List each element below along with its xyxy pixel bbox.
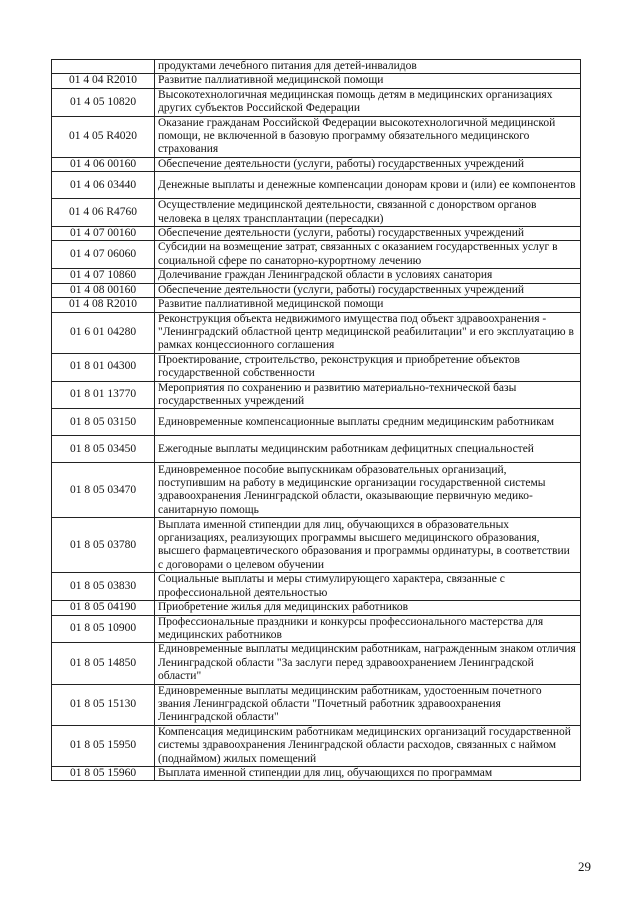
row-name-cell: Денежные выплаты и денежные компенсации донорам крови и (или) ее компонентов <box>155 172 581 199</box>
row-code-cell: 01 8 05 15960 <box>52 767 155 781</box>
row-code-cell: 01 8 05 14850 <box>52 643 155 684</box>
row-code-cell: 01 8 05 03470 <box>52 463 155 518</box>
row-code-cell: 01 4 05 R4020 <box>52 116 155 157</box>
row-name-cell: Единовременные выплаты медицинским работникам, награжденным знаком отличия Ленинградской области "За заслуги перед здравоохранением Ленинградской области" <box>155 643 581 684</box>
table-row <box>52 436 581 463</box>
table-row <box>52 463 581 518</box>
table-row <box>52 199 581 227</box>
row-name-cell: Проектирование, строительство, реконструкция и приобретение объектов государственной собственности <box>155 353 581 381</box>
row-code-cell: 01 4 06 R4760 <box>52 199 155 227</box>
table-row <box>52 283 581 297</box>
row-code-cell: 01 8 05 15950 <box>52 725 155 766</box>
budget-classification-table <box>51 59 581 781</box>
row-code-cell: 01 8 05 04190 <box>52 601 155 615</box>
row-name-cell: Обеспечение деятельности (услуги, работы) государственных учреждений <box>155 227 581 241</box>
row-name-cell: Единовременные компенсационные выплаты средним медицинским работникам <box>155 409 581 436</box>
row-name-cell: Долечивание граждан Ленинградской области в условиях санатория <box>155 269 581 283</box>
row-name-cell: Профессиональные праздники и конкурсы профессионального мастерства для медицинских работников <box>155 615 581 643</box>
row-code-cell: 01 4 05 10820 <box>52 88 155 116</box>
table-row <box>52 157 581 171</box>
row-name-cell: Приобретение жилья для медицинских работников <box>155 601 581 615</box>
row-code-cell: 01 4 06 00160 <box>52 157 155 171</box>
row-code-cell: 01 4 04 R2010 <box>52 74 155 88</box>
table-row <box>52 312 581 353</box>
table-row <box>52 601 581 615</box>
row-name-cell: Выплата именной стипендии для лиц, обучающихся в образовательных организациях, реализующих программы высшего медицинского образования, высшего фармацевтического образования и программы ординатуры, в соответствии с договорами о целевом обучении <box>155 518 581 573</box>
table-row <box>52 353 581 381</box>
row-name-cell: Развитие паллиативной медицинской помощи <box>155 74 581 88</box>
row-name-cell: Выплата именной стипендии для лиц, обучающихся по программам <box>155 767 581 781</box>
table-row <box>52 241 581 269</box>
row-name-cell: Социальные выплаты и меры стимулирующего характера, связанные с профессиональной деятельностью <box>155 573 581 601</box>
row-code-cell: 01 4 06 03440 <box>52 172 155 199</box>
row-code-cell: 01 8 01 04300 <box>52 353 155 381</box>
table-row <box>52 60 581 74</box>
table-row <box>52 74 581 88</box>
row-code-cell: 01 4 08 R2010 <box>52 298 155 312</box>
row-name-cell: Высокотехнологичная медицинская помощь детям в медицинских организациях других субъектов Российской Федерации <box>155 88 581 116</box>
row-code-cell: 01 4 07 00160 <box>52 227 155 241</box>
row-code-cell: 01 8 05 15130 <box>52 684 155 725</box>
row-code-cell: 01 8 01 13770 <box>52 381 155 409</box>
table-row <box>52 615 581 643</box>
table-row <box>52 88 581 116</box>
table-row <box>52 269 581 283</box>
row-name-cell: Мероприятия по сохранению и развитию материально-технической базы государственных учреждений <box>155 381 581 409</box>
table-row <box>52 725 581 766</box>
row-code-cell: 01 8 05 03450 <box>52 436 155 463</box>
row-name-cell: продуктами лечебного питания для детей-инвалидов <box>155 60 581 74</box>
row-name-cell: Компенсация медицинским работникам медицинских организаций государственной системы здравоохранения Ленинградской области расходов, связанных с наймом (поднаймом) жилых помещений <box>155 725 581 766</box>
row-name-cell: Единовременное пособие выпускникам образовательных организаций, поступившим на работу в медицинские организации государственной системы здравоохранения Ленинградской области, оказывающие первичную медико-санитарную помощь <box>155 463 581 518</box>
row-name-cell: Реконструкция объекта недвижимого имущества под объект здравоохранения - "Ленинградский областной центр медицинской реабилитации" и его эксплуатацию в рамках концессионного соглашения <box>155 312 581 353</box>
table-row <box>52 381 581 409</box>
row-code-cell: 01 6 01 04280 <box>52 312 155 353</box>
table-row <box>52 409 581 436</box>
row-code-cell: 01 8 05 03780 <box>52 518 155 573</box>
row-code-cell: 01 4 07 06060 <box>52 241 155 269</box>
table-row <box>52 643 581 684</box>
table-row <box>52 116 581 157</box>
table-row <box>52 172 581 199</box>
row-code-cell: 01 8 05 03830 <box>52 573 155 601</box>
row-name-cell: Развитие паллиативной медицинской помощи <box>155 298 581 312</box>
row-code-cell: 01 4 07 10860 <box>52 269 155 283</box>
table-row <box>52 573 581 601</box>
row-code-cell: 01 4 08 00160 <box>52 283 155 297</box>
table-row <box>52 684 581 725</box>
row-name-cell: Единовременные выплаты медицинским работникам, удостоенным почетного звания Ленинградской области "Почетный работник здравоохранения Ленинградской области" <box>155 684 581 725</box>
page-number: 29 <box>578 859 591 874</box>
row-code-cell: 01 8 05 03150 <box>52 409 155 436</box>
row-name-cell: Обеспечение деятельности (услуги, работы) государственных учреждений <box>155 157 581 171</box>
table-row <box>52 227 581 241</box>
table-row <box>52 298 581 312</box>
table-row <box>52 518 581 573</box>
row-name-cell: Субсидии на возмещение затрат, связанных с оказанием государственных услуг в социальной сфере по санаторно-курортному лечению <box>155 241 581 269</box>
table-row <box>52 767 581 781</box>
row-name-cell: Ежегодные выплаты медицинским работникам дефицитных специальностей <box>155 436 581 463</box>
row-name-cell: Осуществление медицинской деятельности, связанной с донорством органов человека в целях трансплантации (пересадки) <box>155 199 581 227</box>
row-name-cell: Обеспечение деятельности (услуги, работы) государственных учреждений <box>155 283 581 297</box>
row-code-cell: 01 8 05 10900 <box>52 615 155 643</box>
row-code-cell <box>52 60 155 74</box>
table-body <box>52 60 581 781</box>
row-name-cell: Оказание гражданам Российской Федерации высокотехнологичной медицинской помощи, не включенной в базовую программу обязательного медицинского страхования <box>155 116 581 157</box>
